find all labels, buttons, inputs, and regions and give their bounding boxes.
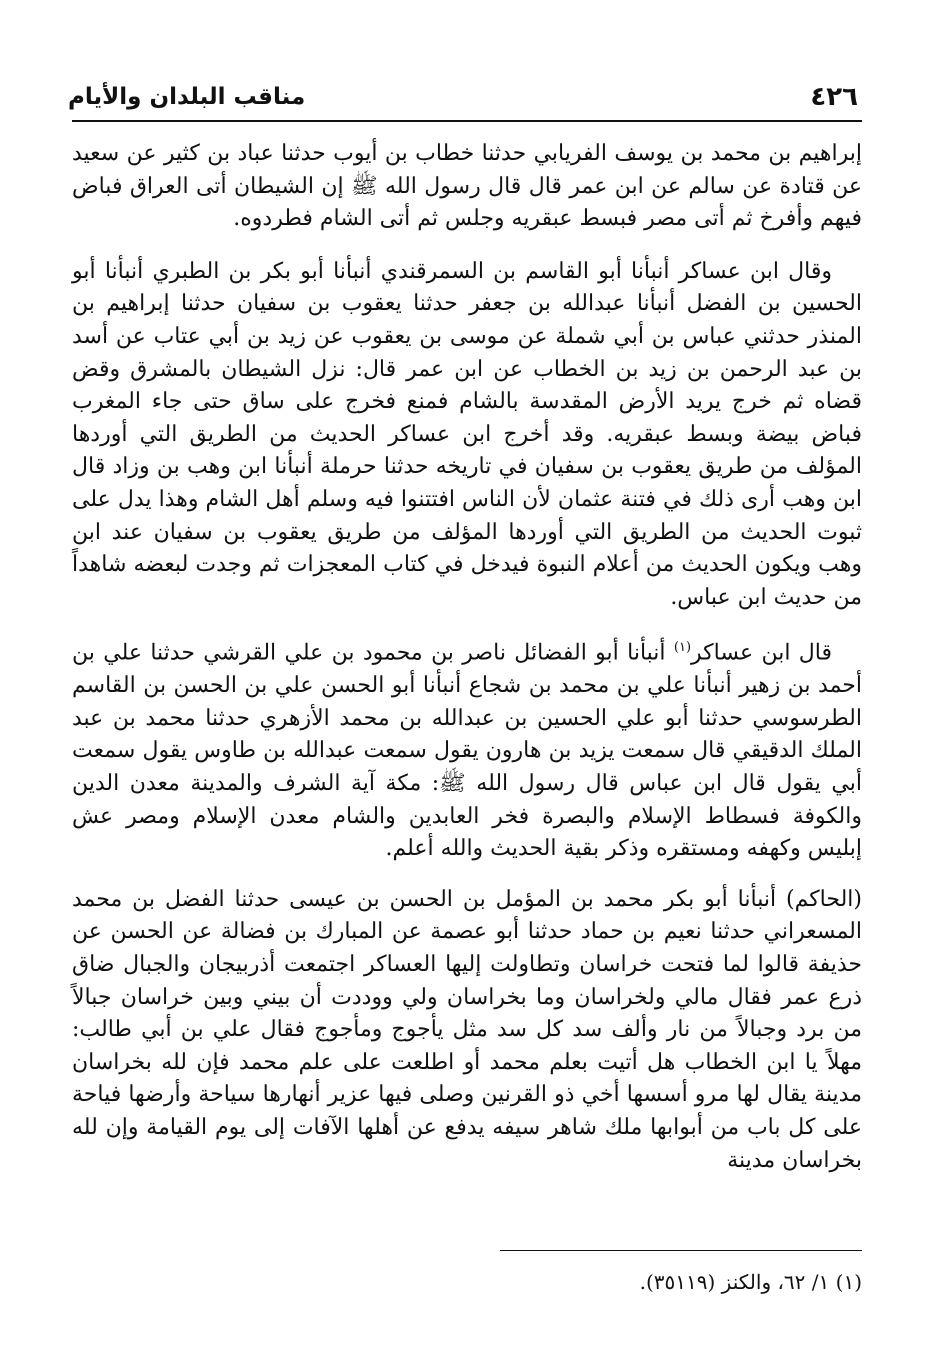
paragraph: (الحاكم) أنبأنا أبو بكر محمد بن المؤمل بن الحسن بن عيسى حدثنا الفضل بن محمد المسعراني حدثنا نعيم بن حماد حدثنا أبو عصمة عن المبارك بن فضالة عن الحسن عن حذيفة قالوا لما فتحت خراسان وتطاولت إليها العساكر اجتمعت أذربيجان والجبال ضاق ذرع عمر فقال مالي ولخراسان وما بخراسان ولي ووددت أن بيني وبين خراسان جبالاً من برد وجبالاً من نار وألف سد كل سد مثل يأجوج ومأجوج فقال علي بن أبي طالب: مهلاً يا ابن الخطاب هل أتيت بعلم محمد أو اطلعت على علم محمد فإن لله بخراسان مدينة يقال لها مرو أسسها أخي ذو القرنين وصلى فيها عزير أنهارها سياحة وأرضها فياحة على كل باب من أبوابها ملك شاهر سيفه يدفع عن أهلها الآفات إلى يوم القيامة وإن لله بخراسان مدينة bbox=[72, 886, 862, 1173]
paragraph-lead: قال ابن عساكر bbox=[691, 640, 833, 666]
paragraph bbox=[72, 632, 862, 865]
running-title: مناقب البلدان والأيام bbox=[68, 84, 306, 110]
paragraph: إبراهيم بن محمد بن يوسف الفريابي حدثنا خطاب بن أيوب حدثنا عباد بن كثير عن سعيد عن قتادة عن سالم عن ابن عمر قال قال رسول الله ﷺ إن الشيطان أتى العراق فباض فيهم وأفرخ ثم أتى مصر فبسط عبقريه وجلس ثم أتى الشام فطردوه. bbox=[72, 141, 863, 232]
header-rule bbox=[72, 120, 862, 122]
paragraph: وقال ابن عساكر أنبأنا أبو القاسم بن السمرقندي أنبأنا أبو بكر بن الطبري أنبأنا أبو الحسين بن الفضل أنبأنا عبدالله بن جعفر حدثنا يعقوب بن سفيان حدثنا إبراهيم بن المنذر حدثني عباس بن أبي شملة عن موسى بن يعقوب عن زيد بن أبي عتاب عن أسد بن عبد الرحمن بن زيد بن الخطاب عن ابن عمر قال: نزل الشيطان بالمشرق وقض قضاه ثم خرج يريد الأرض المقدسة بالشام فمنع فخرج على ساق حتى جاء المغرب فباض بيضة وبسط عبقريه. وقد أخرج ابن عساكر الحديث من الطريق التي أوردها المؤلف من طريق يعقوب بن سفيان في تاريخه حدثنا حرملة أنبأنا ابن وهب بن وزاد قال ابن وهب أرى ذلك في فتنة عثمان لأن الناس افتتنوا فيه وسلم أهل الشام وهذا يدل على ثبوت الحديث من الطريق التي أوردها المؤلف من طريق يعقوب بن سفيان عند ابن وهب ويكون الحديث من أعلام النبوة فيدخل في كتاب المعجزات ثم وجدت لبعضه شاهداً من حديث ابن عباس. bbox=[72, 258, 863, 610]
footnote: (١) ١/ ٦٢، والكنز (٣٥١١٩). bbox=[639, 1270, 862, 1294]
footnote-marker: (١) bbox=[673, 640, 692, 656]
main-text bbox=[72, 138, 862, 1177]
paragraph-rest: أنبأنا أبو الفضائل ناصر بن محمود بن علي القرشي حدثنا علي بن أحمد بن زهير أنبأنا علي بن محمد بن شجاع أنبأنا أبو الحسن علي بن الحسن بن القاسم الطرسوسي حدثنا أبو علي الحسين بن عبدالله بن محمد الأزهري حدثنا محمد بن عبد الملك الدقيقي قال سمعت يزيد بن هارون يقول سمعت عبدالله بن طاوس يقول سمعت أبي يقول قال ابن عباس قال رسول الله ﷺ: مكة آية الشرف والمدينة معدن الدين والكوفة فسطاط الإسلام والبصرة فخر العابدين والشام معدن الإسلام ومصر عش إبليس وكهفه ومستقره وذكر بقية الحديث والله أعلم. bbox=[72, 640, 863, 862]
running-header bbox=[68, 80, 858, 114]
page-number: ٤٢٦ bbox=[810, 82, 858, 112]
footnote-rule bbox=[500, 1250, 862, 1251]
